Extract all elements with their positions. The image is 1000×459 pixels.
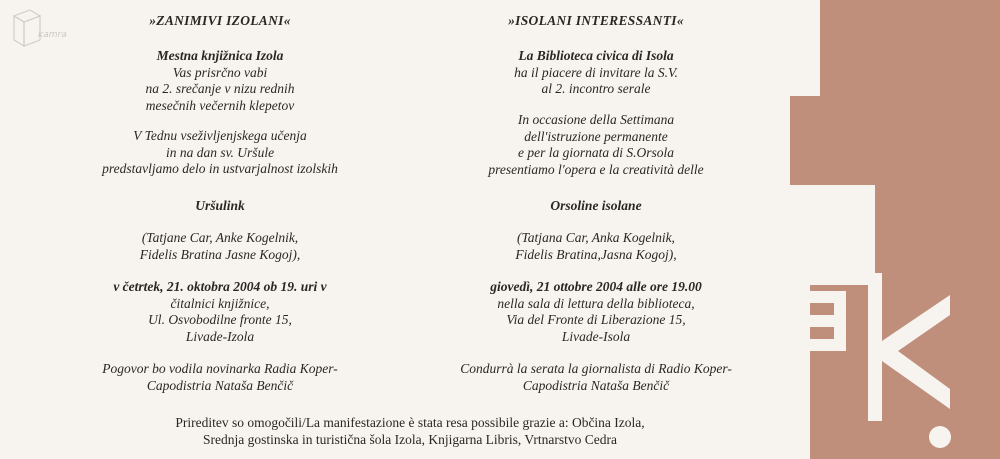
italian-invite-line: ha il piacere di invitare la S.V. [514,64,678,80]
slovene-venue-line: Livade-Izola [185,328,255,344]
italian-moderator [418,361,774,394]
slovene-invite-line: na 2. srečanje v nizu rednih [145,81,295,96]
panel-cutout [790,0,820,96]
italian-occasion-line: e per la giornata di S.Orsola [517,145,674,160]
logo-letter-m [802,291,846,351]
italian-occasion-line: presentiamo l'opera e la creatività delle [488,161,704,177]
slovene-venue-line: čitalnici knjižnice, [170,295,270,311]
italian-date-venue [418,279,774,345]
slovene-moderator-line: Capodistria Nataša Benčič [146,377,294,393]
slovene-authors-line: (Tatjane Car, Anke Kogelnik, [141,230,299,245]
slovene-invitation [40,48,400,114]
footer-line: Srednja gostinska in turistična šola Izola, Knjigarna Libris, Vrtnarstvo Cedra [203,431,617,447]
italian-authors-line: (Tatjana Car, Anka Kogelnik, [517,230,675,245]
italian-event-title: Orsoline isolane [550,198,642,213]
slovene-moderator-line: Pogovor bo vodila novinarka Radia Koper- [102,361,338,376]
library-logo-graphic [790,255,965,455]
logo-letter-k [868,273,950,421]
slovene-event-title: Uršulink [195,198,245,213]
slovene-authors-line: Fidelis Bratina Jasne Kogoj), [139,246,301,262]
slovene-organizer: Mestna knjižnica Izola [156,48,284,63]
slovene-date: v četrtek, 21. oktobra 2004 ob 19. uri v [113,279,327,294]
slovene-date-venue [40,279,400,345]
italian-occasion [418,112,774,178]
italian-authors [418,230,774,263]
slovene-occasion-line: V Tednu vseživljenjskega učenja [133,128,307,143]
italian-date: giovedì, 21 ottobre 2004 alle ore 19.00 [490,279,702,294]
italian-venue-line: Livade-Isola [561,328,631,344]
slovene-authors [40,230,400,263]
italian-venue-line: Via del Fronte di Liberazione 15, [506,312,686,327]
italian-invite-line: al 2. incontro serale [541,81,651,96]
italian-moderator-line: Condurrà la serata la giornalista di Radio Koper- [460,361,732,376]
slovene-occasion-line: in na dan sv. Uršule [165,144,275,160]
italian-occasion-line: In occasione della Settimana [517,112,675,127]
slovene-invite-line: Vas prisrčno vabi [172,64,268,80]
italian-moderator-line: Capodistria Nataša Benčič [522,377,670,393]
slovene-occasion-line: predstavljamo delo in ustvarjalnost izolskih [102,161,338,176]
italian-organizer: La Biblioteca civica di Isola [518,48,674,63]
slovene-moderator [40,361,400,394]
slovene-occasion [40,128,400,178]
italian-authors-line: Fidelis Bratina,Jasna Kogoj), [515,246,677,262]
italian-invitation [418,48,774,98]
logo-dot [929,426,951,448]
slovene-heading: »ZANIMIVI IZOLANI« [149,13,291,28]
sponsors-footer [90,415,730,448]
italian-venue-line: nella sala di lettura della biblioteca, [497,295,695,311]
slovene-venue-line: Ul. Osvobodilne fronte 15, [148,312,292,327]
footer-line: Prireditev so omogočili/La manifestazione è stata resa possibile grazie a: Občina Izola, [175,415,645,430]
watermark-text: kamra [38,30,67,40]
slovene-invite-line: mesečnih večernih klepetov [145,97,295,113]
italian-occasion-line: dell'istruzione permanente [524,128,668,144]
italian-heading: »ISOLANI INTERESSANTI« [508,13,684,28]
